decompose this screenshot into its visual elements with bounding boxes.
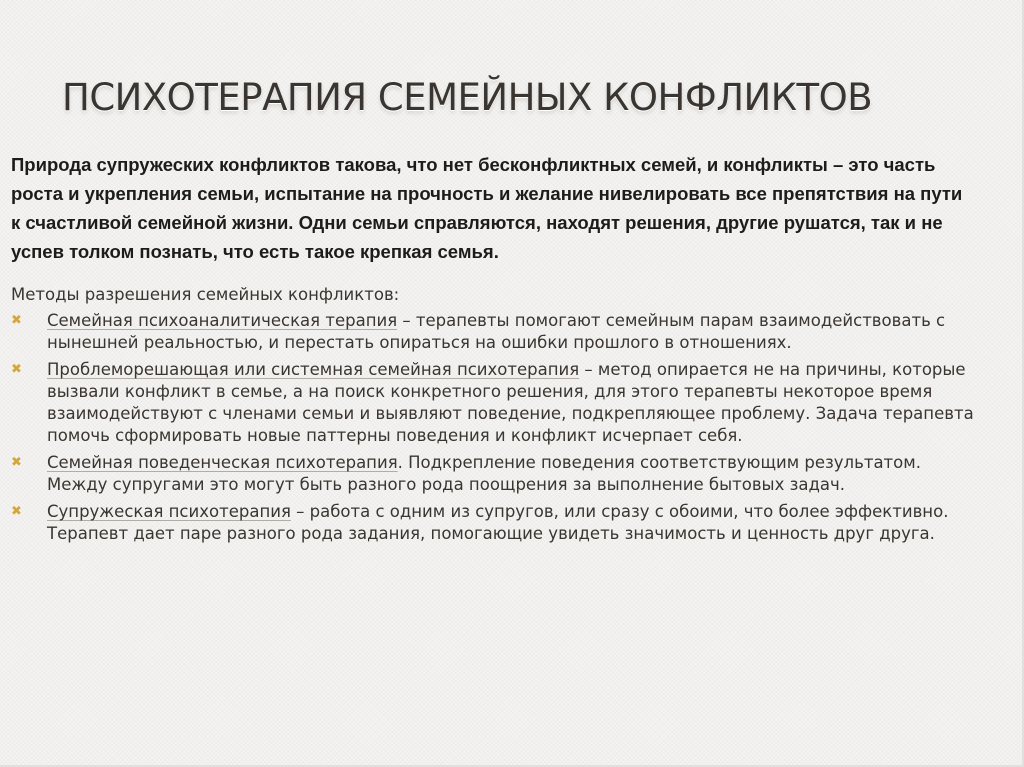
method-separator: – — [290, 502, 310, 521]
method-description: терапевты помогают семейным парам взаимодействовать с нынешней реальностью, и перестать опираться на ошибки прошлого в отношениях. — [47, 311, 946, 352]
intro-paragraph: Природа супружеских конфликтов такова, что нет бесконфликтных семей, и конфликты – это часть роста и укрепления семьи, испытание на прочность и желание нивелировать все препятствия на пути к счастливой семейной жизни. Одни семьи справляются, находят решения, другие рушатся, так и не успев толком познать, что есть такое крепкая семья. — [11, 154, 963, 262]
methods-heading: Методы разрешения семейных конфликтов: — [11, 285, 400, 304]
slide-title: ПСИХОТЕРАПИЯ СЕМЕЙНЫХ КОНФЛИКТОВ — [62, 76, 873, 119]
method-separator: – — [397, 311, 416, 330]
method-separator: . — [397, 453, 409, 472]
method-description: работа с одним из супругов, или сразу с обоими, что более эффективно. Терапевт дает паре разного рода задания, помогающие увидеть значимость и ценность друг друга. — [47, 502, 949, 543]
x-mark-bullet-icon: ✖ — [11, 313, 22, 328]
method-name: Семейная психоаналитическая терапия — [47, 311, 398, 330]
x-mark-bullet-icon: ✖ — [11, 455, 22, 470]
list-item — [11, 359, 981, 447]
x-mark-bullet-icon: ✖ — [11, 504, 22, 519]
method-name: Семейная поведенческая психотерапия — [47, 453, 398, 472]
list-item — [11, 452, 981, 496]
method-description: метод опирается не на причины, которые вызвали конфликт в семье, а на поиск конкретного решения, для этого терапевты некоторое время взаимодействуют с членами семьи и выявляют поведение, подкрепляющее проблему. Задача терапевта помочь сформировать новые паттерны поведения и конфликт исчерпает себя. — [47, 360, 974, 445]
methods-list — [11, 310, 981, 545]
method-description: Подкрепление поведения соответствующим результатом. Между супругами это могут быть разного рода поощрения за выполнение бытовых задач. — [47, 453, 921, 494]
method-separator: – — [579, 360, 598, 379]
list-item — [11, 310, 981, 354]
x-mark-bullet-icon: ✖ — [11, 362, 22, 377]
method-name: Проблеморешающая или системная семейная психотерапия — [47, 360, 580, 379]
method-name: Супружеская психотерапия — [47, 502, 291, 521]
list-item — [11, 501, 981, 545]
methods-section — [11, 284, 981, 550]
